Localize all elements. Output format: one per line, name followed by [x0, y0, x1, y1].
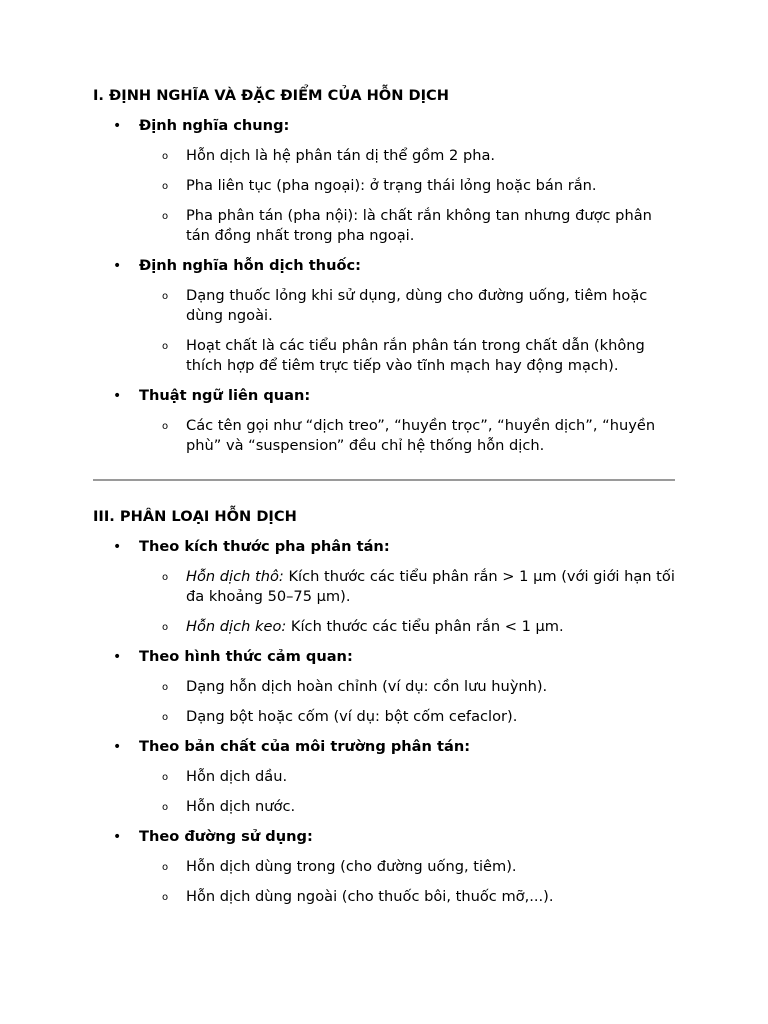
- sub-item-text: Hỗn dịch dùng trong (cho đường uống, tiêm).: [186, 858, 517, 875]
- bullet-item: [93, 647, 678, 727]
- sub-item-text: Kích thước các tiểu phân rắn < 1 µm.: [286, 618, 564, 635]
- sub-marker-icon: o: [162, 772, 169, 783]
- bullet-item: [93, 737, 678, 817]
- sub-marker-icon: o: [162, 181, 169, 192]
- sub-item: [139, 857, 678, 877]
- sub-item: [139, 416, 678, 456]
- sub-list: [139, 677, 678, 727]
- sub-item: [139, 707, 678, 727]
- section-divider: [93, 479, 675, 481]
- sub-item-text: Dạng thuốc lỏng khi sử dụng, dùng cho đường uống, tiêm hoặc dùng ngoài.: [186, 287, 648, 324]
- bullet-list: [93, 116, 678, 456]
- sub-marker-icon: o: [162, 862, 169, 873]
- sub-list: [139, 416, 678, 456]
- bullet-label: Theo bản chất của môi trường phân tán:: [139, 738, 471, 755]
- sub-item: [139, 286, 678, 326]
- section-definition: [93, 86, 678, 456]
- sub-marker-icon: o: [162, 712, 169, 723]
- sub-item-term: Hỗn dịch thô:: [186, 568, 284, 585]
- sub-item-term: Hỗn dịch keo:: [186, 618, 287, 635]
- sub-item: [139, 336, 678, 376]
- sub-item-text: Pha phân tán (pha nội): là chất rắn không tan nhưng được phân tán đồng nhất trong pha ngoại.: [186, 207, 652, 244]
- sub-list: [139, 567, 678, 637]
- sub-marker-icon: o: [162, 892, 169, 903]
- sub-item-text: Hỗn dịch dùng ngoài (cho thuốc bôi, thuốc mỡ,...).: [186, 888, 554, 905]
- bullet-label: Thuật ngữ liên quan:: [139, 387, 311, 404]
- sub-item-text: Các tên gọi như “dịch treo”, “huyền trọc”, “huyền dịch”, “huyền phù” và “suspension” đều chỉ hệ thống hỗn dịch.: [186, 417, 656, 454]
- section-heading: I. ĐỊNH NGHĨA VÀ ĐẶC ĐIỂM CỦA HỖN DỊCH: [93, 87, 449, 104]
- sub-item-text: Pha liên tục (pha ngoại): ở trạng thái lỏng hoặc bán rắn.: [186, 177, 597, 194]
- sub-marker-icon: o: [162, 421, 169, 432]
- bullet-item: [93, 537, 678, 637]
- sub-marker-icon: o: [162, 802, 169, 813]
- bullet-marker-icon: •: [113, 118, 122, 134]
- sub-item: [139, 146, 678, 166]
- section-heading: III. PHÂN LOẠI HỖN DỊCH: [93, 508, 297, 525]
- sub-item: [139, 797, 678, 817]
- sub-item-text: Dạng bột hoặc cốm (ví dụ: bột cốm cefaclor).: [186, 708, 518, 725]
- bullet-list: [93, 537, 678, 907]
- sub-list: [139, 286, 678, 376]
- sub-item: [139, 567, 678, 607]
- sub-item-text: Hỗn dịch dầu.: [186, 768, 288, 785]
- bullet-marker-icon: •: [113, 388, 122, 404]
- sub-marker-icon: o: [162, 151, 169, 162]
- sub-item: [139, 677, 678, 697]
- bullet-label: Theo kích thước pha phân tán:: [139, 538, 390, 555]
- sub-item-text: Hỗn dịch nước.: [186, 798, 296, 815]
- sub-item-text: Kích thước các tiểu phân rắn > 1 µm (với giới hạn tối đa khoảng 50–75 µm).: [186, 568, 675, 605]
- bullet-label: Theo hình thức cảm quan:: [139, 648, 353, 665]
- sub-marker-icon: o: [162, 291, 169, 302]
- sub-list: [139, 146, 678, 246]
- bullet-label: Theo đường sử dụng:: [139, 828, 313, 845]
- sub-item-text: Dạng hỗn dịch hoàn chỉnh (ví dụ: cồn lưu huỳnh).: [186, 678, 548, 695]
- sub-marker-icon: o: [162, 682, 169, 693]
- sub-list: [139, 767, 678, 817]
- bullet-marker-icon: •: [113, 649, 122, 665]
- sub-marker-icon: o: [162, 622, 169, 633]
- bullet-item: [93, 116, 678, 246]
- bullet-marker-icon: •: [113, 829, 122, 845]
- bullet-marker-icon: •: [113, 539, 122, 555]
- sub-marker-icon: o: [162, 572, 169, 583]
- sub-item: [139, 767, 678, 787]
- sub-item-text: Hoạt chất là các tiểu phân rắn phân tán trong chất dẫn (không thích hợp để tiêm trực tiếp vào tĩnh mạch hay động mạch).: [186, 337, 645, 374]
- sub-item: [139, 206, 678, 246]
- sub-list: [139, 857, 678, 907]
- sub-item: [139, 176, 678, 196]
- sub-item-text: Hỗn dịch là hệ phân tán dị thể gồm 2 pha.: [186, 147, 496, 164]
- section-classification: [93, 507, 678, 907]
- bullet-marker-icon: •: [113, 258, 122, 274]
- sub-item: [139, 617, 678, 637]
- bullet-item: [93, 386, 678, 456]
- sub-item: [139, 887, 678, 907]
- bullet-label: Định nghĩa hỗn dịch thuốc:: [139, 257, 361, 274]
- bullet-marker-icon: •: [113, 739, 122, 755]
- sub-marker-icon: o: [162, 341, 169, 352]
- bullet-label: Định nghĩa chung:: [139, 117, 290, 134]
- bullet-item: [93, 256, 678, 376]
- sub-marker-icon: o: [162, 211, 169, 222]
- bullet-item: [93, 827, 678, 907]
